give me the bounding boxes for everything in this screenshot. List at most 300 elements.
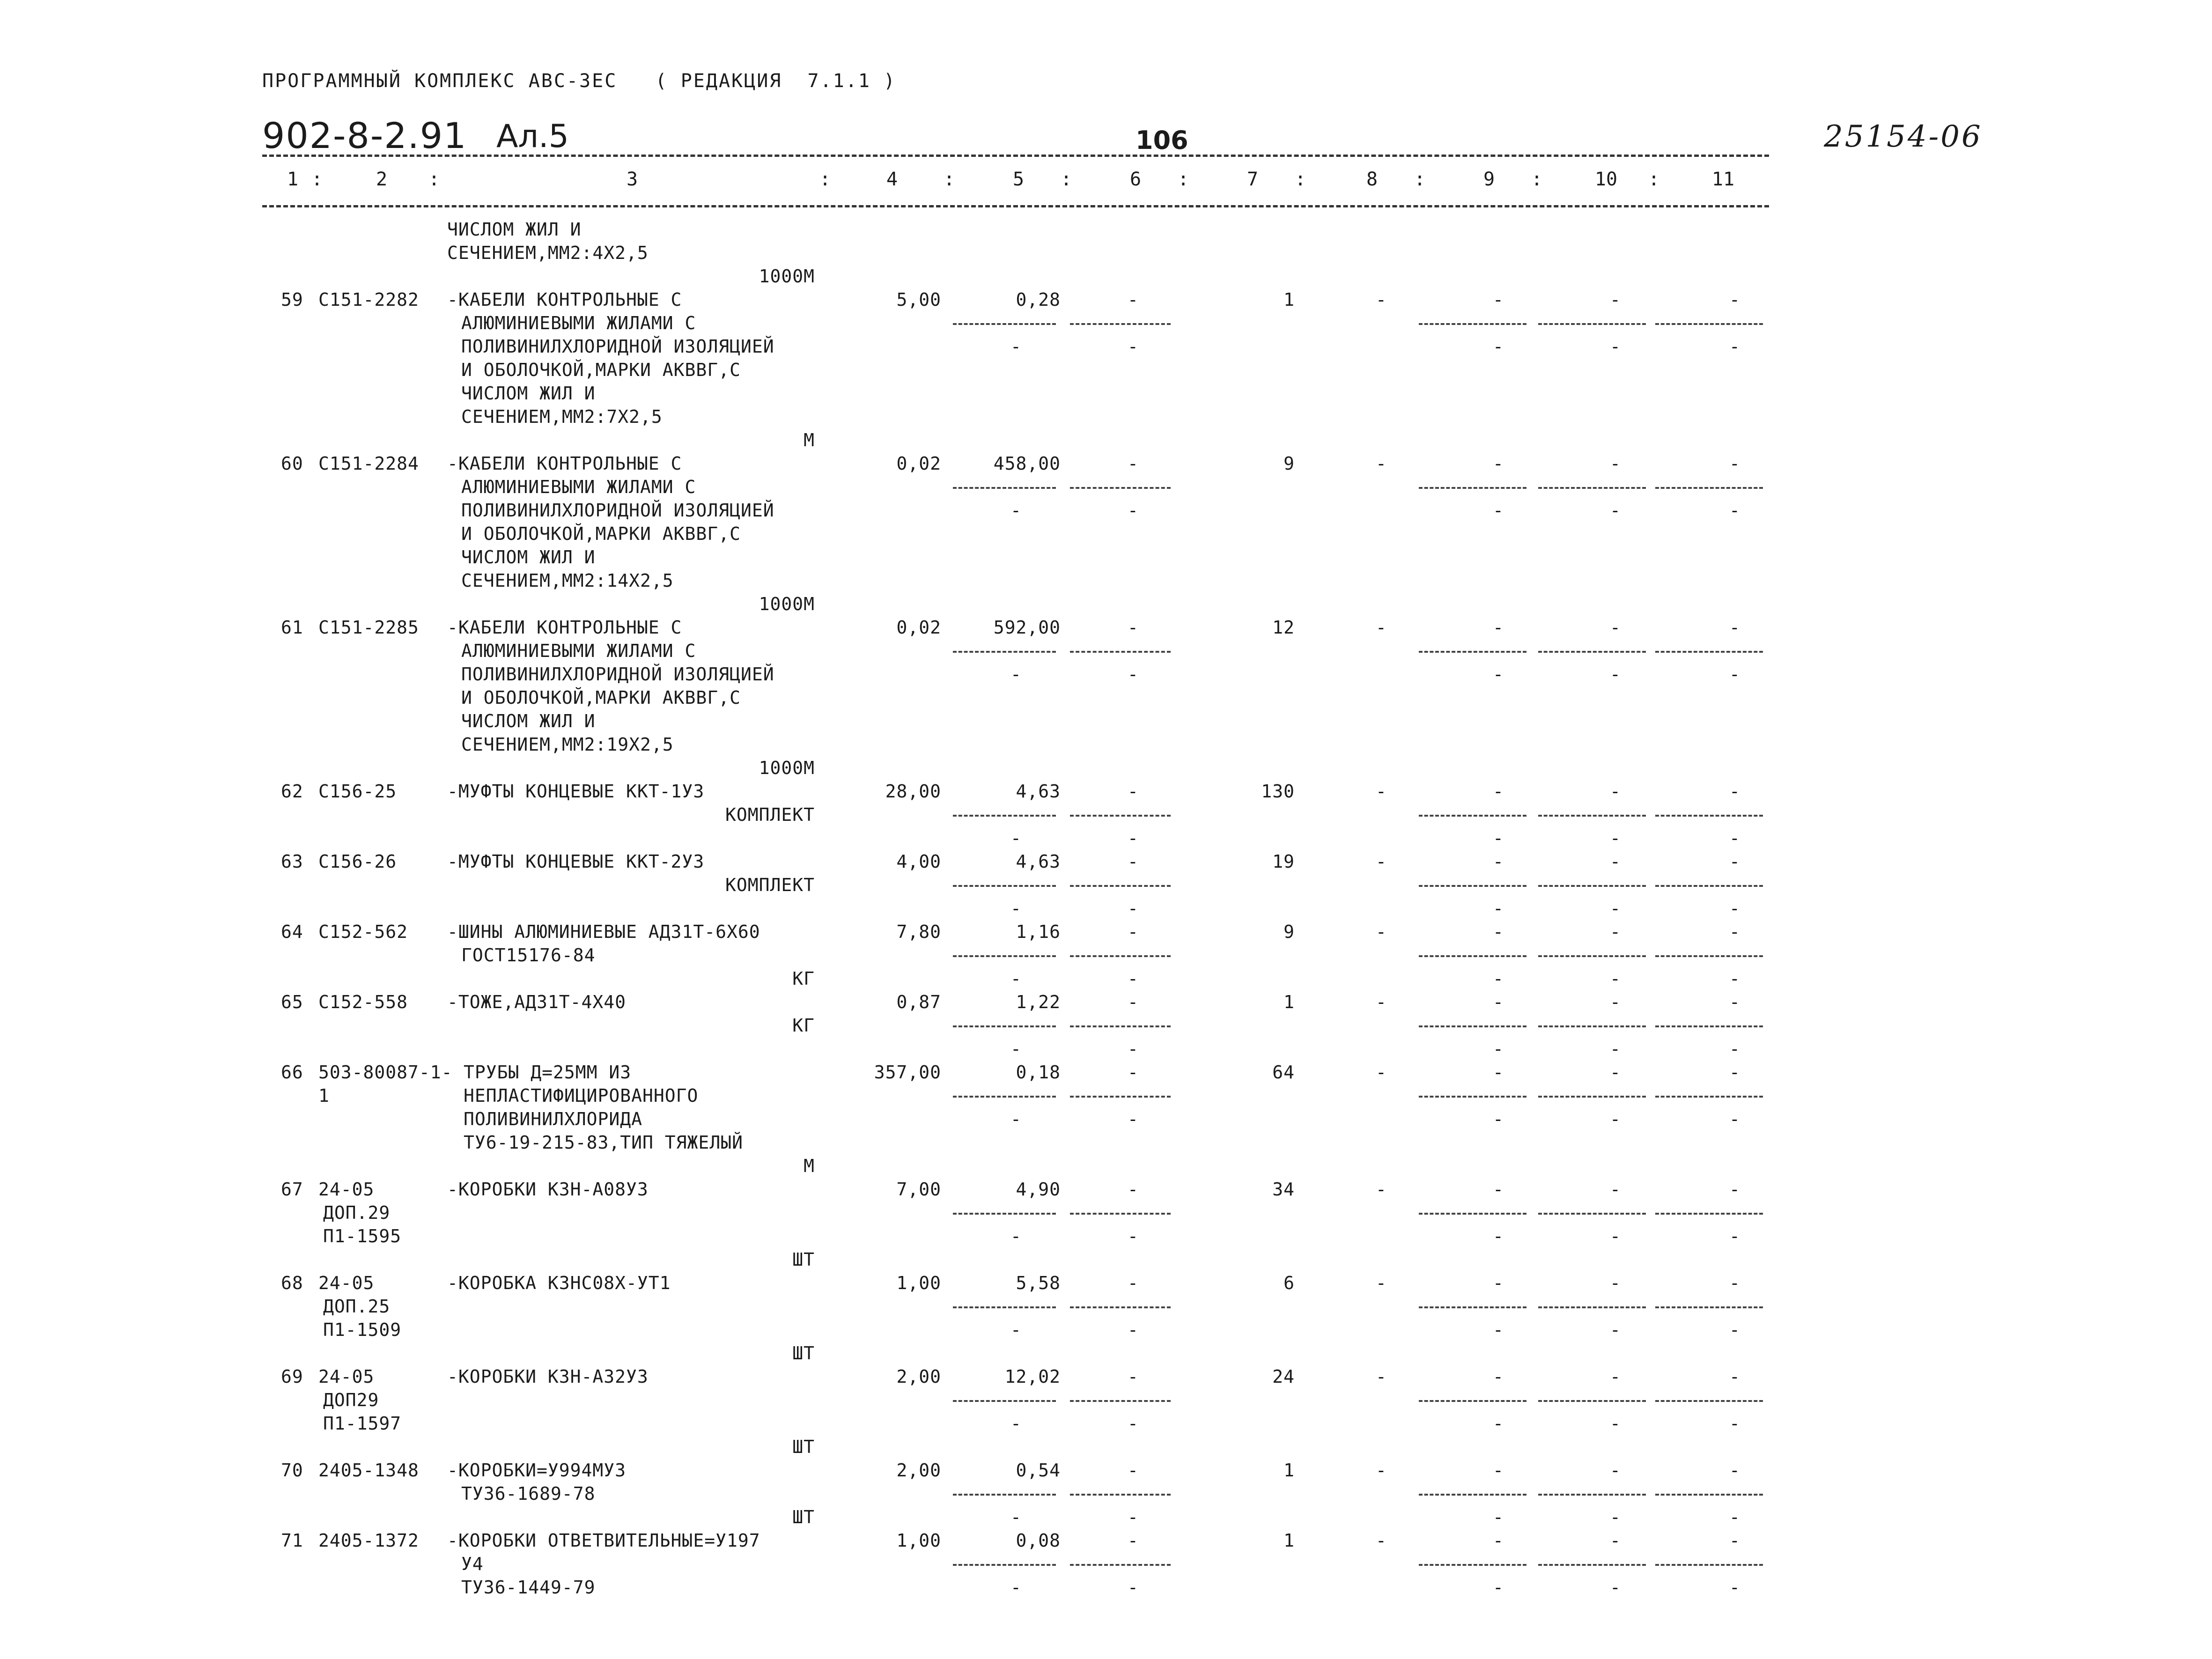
- item-code-line: П1-1509: [323, 1320, 402, 1340]
- description-line: -КОРОБКИ КЗН-А32У3: [447, 1366, 649, 1387]
- value-col6: -: [1128, 289, 1139, 310]
- item-code: 24-05: [318, 1366, 375, 1387]
- description-line: -КАБЕЛИ КОНТРОЛЬНЫЕ С: [447, 617, 682, 638]
- description-line: -КОРОБКА КЗНС08Х-УТ1: [447, 1273, 671, 1293]
- value-col10: -: [1610, 922, 1621, 942]
- row-number: 69: [281, 1366, 303, 1387]
- split-rule: [1419, 885, 1526, 887]
- unit-of-measure: ШТ: [792, 1343, 815, 1364]
- value-col8: -: [1376, 289, 1387, 310]
- lower-value-col9: -: [1493, 1109, 1504, 1129]
- lower-value-col10: -: [1610, 500, 1621, 521]
- value-col6: -: [1128, 992, 1139, 1012]
- description-line: ТРУБЫ Д=25ММ ИЗ: [464, 1062, 632, 1083]
- item-code-line: 1: [318, 1085, 330, 1106]
- page-number: 106: [1135, 125, 1188, 155]
- lower-value-col10: -: [1610, 336, 1621, 357]
- split-rule: [1655, 1400, 1763, 1402]
- lower-value-col9: -: [1493, 898, 1504, 919]
- unit-price: 5,58: [1016, 1273, 1061, 1293]
- value-col9: -: [1493, 617, 1504, 638]
- description-line: ПОЛИВИНИЛХЛОРИДНОЙ ИЗОЛЯЦИЕЙ: [461, 500, 774, 521]
- lower-value-col6: -: [1128, 1320, 1139, 1340]
- row-number: 66: [281, 1062, 303, 1083]
- split-rule: [1655, 815, 1763, 817]
- unit-of-measure: М: [804, 430, 815, 450]
- split-rule: [953, 323, 1056, 325]
- split-rule: [1538, 323, 1646, 325]
- value-col10: -: [1610, 1179, 1621, 1200]
- lower-value-col10: -: [1610, 828, 1621, 848]
- unit-price: 458,00: [993, 453, 1061, 474]
- split-rule: [1070, 651, 1171, 653]
- unit-of-measure: 1000М: [759, 594, 815, 614]
- split-rule: [953, 487, 1056, 489]
- top-rule: [262, 155, 1769, 157]
- lower-value-col11: -: [1729, 1507, 1740, 1527]
- value-col10: -: [1610, 851, 1621, 872]
- unit-price: 4,63: [1016, 851, 1061, 872]
- program-header: ПРОГРАММНЫЙ КОМПЛЕКС АВС-ЗЕС ( РЕДАКЦИЯ 7.1.1 ): [262, 70, 897, 92]
- lower-value-col6: -: [1128, 664, 1139, 685]
- value-col11: -: [1729, 992, 1740, 1012]
- split-rule: [1419, 1213, 1526, 1215]
- total-col7: 24: [1272, 1366, 1295, 1387]
- split-rule: [953, 955, 1056, 957]
- split-rule: [1538, 815, 1646, 817]
- split-rule: [1419, 1306, 1526, 1308]
- split-rule: [1419, 1096, 1526, 1098]
- lower-value-col9: -: [1493, 336, 1504, 357]
- description-line: ГОСТ15176-84: [461, 945, 596, 966]
- unit-of-measure: ШТ: [792, 1507, 815, 1527]
- unit-of-measure: КГ: [792, 968, 815, 989]
- split-rule: [953, 1096, 1056, 1098]
- value-col8: -: [1376, 992, 1387, 1012]
- description-line: АЛЮМИНИЕВЫМИ ЖИЛАМИ С: [461, 641, 696, 661]
- lower-value-col10: -: [1610, 664, 1621, 685]
- value-col10: -: [1610, 1460, 1621, 1481]
- split-rule: [1070, 323, 1171, 325]
- value-col10: -: [1610, 1062, 1621, 1083]
- description-line: -ТОЖЕ,АД31Т-4Х40: [447, 992, 627, 1012]
- unit-price: 0,28: [1016, 289, 1061, 310]
- column-number: 9: [1483, 169, 1495, 190]
- quantity: 7,80: [896, 922, 941, 942]
- lower-value-col11: -: [1729, 1226, 1740, 1246]
- total-col7: 64: [1272, 1062, 1295, 1083]
- sheet-code: 902-8-2.91: [262, 115, 467, 156]
- value-col10: -: [1610, 781, 1621, 802]
- description-line: У4: [461, 1554, 484, 1574]
- description-line: -КОРОБКИ ОТВЕТВИТЕЛЬНЫЕ=У197: [447, 1530, 760, 1551]
- split-rule: [1070, 815, 1171, 817]
- value-col9: -: [1493, 781, 1504, 802]
- split-rule: [1538, 487, 1646, 489]
- total-col7: 9: [1283, 922, 1295, 942]
- value-col9: -: [1493, 992, 1504, 1012]
- unit-price: 0,08: [1016, 1530, 1061, 1551]
- value-col8: -: [1376, 1062, 1387, 1083]
- split-rule: [953, 651, 1056, 653]
- unit-price: 0,18: [1016, 1062, 1061, 1083]
- split-rule: [1419, 1400, 1526, 1402]
- lower-value-col6: -: [1128, 1109, 1139, 1129]
- split-rule: [1538, 1494, 1646, 1496]
- column-separator: :: [1648, 169, 1660, 190]
- unit-price: 4,63: [1016, 781, 1061, 802]
- value-col10: -: [1610, 453, 1621, 474]
- lower-value-col9: -: [1493, 828, 1504, 848]
- value-col8: -: [1376, 453, 1387, 474]
- split-rule: [1655, 1096, 1763, 1098]
- quantity: 357,00: [874, 1062, 941, 1083]
- quantity: 1,00: [896, 1273, 941, 1293]
- value-col9: -: [1493, 1530, 1504, 1551]
- lower-value-col11: -: [1729, 968, 1740, 989]
- value-col9: -: [1493, 1273, 1504, 1293]
- value-col11: -: [1729, 1273, 1740, 1293]
- split-rule: [1655, 955, 1763, 957]
- lower-value-col6: -: [1128, 500, 1139, 521]
- split-rule: [1419, 815, 1526, 817]
- item-code-line: ДОП.25: [323, 1296, 391, 1317]
- lower-value-col6: -: [1128, 1507, 1139, 1527]
- split-rule: [1655, 487, 1763, 489]
- lower-value-col9: -: [1493, 1577, 1504, 1598]
- description-line: ЧИСЛОМ ЖИЛ И: [461, 547, 596, 568]
- value-col6: -: [1128, 1062, 1139, 1083]
- description-line: И ОБОЛОЧКОЙ,МАРКИ АКВВГ,С: [461, 687, 741, 708]
- total-col7: 19: [1272, 851, 1295, 872]
- row-number: 62: [281, 781, 303, 802]
- split-rule: [953, 1213, 1056, 1215]
- lower-value-col6: -: [1128, 1577, 1139, 1598]
- lower-value-col11: -: [1729, 898, 1740, 919]
- total-col7: 6: [1283, 1273, 1295, 1293]
- description-line: АЛЮМИНИЕВЫМИ ЖИЛАМИ С: [461, 477, 696, 497]
- lower-value-col5: -: [1010, 1226, 1022, 1246]
- column-number: 10: [1594, 169, 1618, 190]
- lower-value-col9: -: [1493, 1320, 1504, 1340]
- column-separator: :: [944, 169, 955, 190]
- row-number: 65: [281, 992, 303, 1012]
- lower-value-col5: -: [1010, 898, 1022, 919]
- column-number: 2: [376, 169, 388, 190]
- lower-value-col5: -: [1010, 1039, 1022, 1059]
- unit-price: 0,54: [1016, 1460, 1061, 1481]
- split-rule: [953, 815, 1056, 817]
- split-rule: [1655, 885, 1763, 887]
- split-rule: [1070, 1096, 1171, 1098]
- lower-value-col11: -: [1729, 1320, 1740, 1340]
- lower-value-col9: -: [1493, 664, 1504, 685]
- total-col7: 1: [1283, 992, 1295, 1012]
- lower-value-col6: -: [1128, 1226, 1139, 1246]
- item-code: С152-558: [318, 992, 408, 1012]
- value-col6: -: [1128, 1530, 1139, 1551]
- split-rule: [953, 1400, 1056, 1402]
- total-col7: 1: [1283, 289, 1295, 310]
- item-code: С151-2285: [318, 617, 419, 638]
- lower-value-col6: -: [1128, 1413, 1139, 1434]
- value-col6: -: [1128, 851, 1139, 872]
- split-rule: [953, 1494, 1056, 1496]
- quantity: 2,00: [896, 1366, 941, 1387]
- split-rule: [1655, 1494, 1763, 1496]
- unit-price: 592,00: [993, 617, 1061, 638]
- value-col10: -: [1610, 289, 1621, 310]
- lower-value-col10: -: [1610, 1320, 1621, 1340]
- item-code-line: ДОП29: [323, 1390, 379, 1410]
- description-line: -МУФТЫ КОНЦЕВЫЕ ККТ-2У3: [447, 851, 705, 872]
- split-rule: [1070, 487, 1171, 489]
- lower-value-col5: -: [1010, 968, 1022, 989]
- description-line: ТУ6-19-215-83,ТИП ТЯЖЕЛЫЙ: [464, 1132, 743, 1153]
- lower-value-col6: -: [1128, 1039, 1139, 1059]
- unit-of-measure: 1000М: [759, 266, 815, 287]
- description-line: СЕЧЕНИЕМ,ММ2:19Х2,5: [461, 734, 674, 755]
- description-line: И ОБОЛОЧКОЙ,МАРКИ АКВВГ,С: [461, 524, 741, 544]
- description-line: НЕПЛАСТИФИЦИРОВАННОГО: [464, 1085, 699, 1106]
- value-col11: -: [1729, 922, 1740, 942]
- split-rule: [1655, 1564, 1763, 1566]
- lower-value-col9: -: [1493, 1507, 1504, 1527]
- item-code: С151-2282: [318, 289, 419, 310]
- value-col9: -: [1493, 1179, 1504, 1200]
- split-rule: [1419, 651, 1526, 653]
- split-rule: [1538, 1306, 1646, 1308]
- column-number: 3: [626, 169, 638, 190]
- unit-of-measure: КОМПЛЕКТ: [725, 875, 815, 895]
- split-rule: [1655, 1213, 1763, 1215]
- split-rule: [1070, 955, 1171, 957]
- split-rule: [1655, 651, 1763, 653]
- lower-value-col10: -: [1610, 898, 1621, 919]
- row-number: 71: [281, 1530, 303, 1551]
- value-col8: -: [1376, 781, 1387, 802]
- row-number: 67: [281, 1179, 303, 1200]
- total-col7: 1: [1283, 1530, 1295, 1551]
- item-code: 2405-1348: [318, 1460, 419, 1481]
- column-number: 7: [1246, 169, 1259, 190]
- description-line: ПОЛИВИНИЛХЛОРИДА: [464, 1109, 643, 1129]
- column-separator: :: [1531, 169, 1543, 190]
- value-col9: -: [1493, 922, 1504, 942]
- value-col6: -: [1128, 1273, 1139, 1293]
- unit-of-measure: ШТ: [792, 1249, 815, 1270]
- value-col8: -: [1376, 1460, 1387, 1481]
- description-line: ПОЛИВИНИЛХЛОРИДНОЙ ИЗОЛЯЦИЕЙ: [461, 664, 774, 685]
- split-rule: [1538, 651, 1646, 653]
- quantity: 1,00: [896, 1530, 941, 1551]
- column-separator: :: [1178, 169, 1189, 190]
- value-col9: -: [1493, 1460, 1504, 1481]
- value-col6: -: [1128, 1366, 1139, 1387]
- lower-value-col10: -: [1610, 1577, 1621, 1598]
- description-line: СЕЧЕНИЕМ,ММ2:4Х2,5: [447, 243, 649, 263]
- total-col7: 12: [1272, 617, 1295, 638]
- split-rule: [1419, 1564, 1526, 1566]
- split-rule: [1070, 1564, 1171, 1566]
- split-rule: [1538, 1213, 1646, 1215]
- lower-value-col9: -: [1493, 500, 1504, 521]
- value-col11: -: [1729, 781, 1740, 802]
- split-rule: [1070, 885, 1171, 887]
- column-number: 4: [886, 169, 898, 190]
- lower-value-col5: -: [1010, 664, 1022, 685]
- item-code: С156-25: [318, 781, 397, 802]
- value-col8: -: [1376, 1273, 1387, 1293]
- row-number: 70: [281, 1460, 303, 1481]
- description-line: ТУ36-1689-78: [461, 1483, 596, 1504]
- value-col6: -: [1128, 922, 1139, 942]
- value-col11: -: [1729, 1179, 1740, 1200]
- description-line: -МУФТЫ КОНЦЕВЫЕ ККТ-1У3: [447, 781, 705, 802]
- split-rule: [1655, 1306, 1763, 1308]
- quantity: 7,00: [896, 1179, 941, 1200]
- split-rule: [1538, 1564, 1646, 1566]
- lower-value-col11: -: [1729, 1413, 1740, 1434]
- lower-value-col9: -: [1493, 1226, 1504, 1246]
- column-number: 6: [1129, 169, 1142, 190]
- lower-value-col10: -: [1610, 1109, 1621, 1129]
- lower-value-col10: -: [1610, 1039, 1621, 1059]
- lower-value-col5: -: [1010, 336, 1022, 357]
- row-number: 63: [281, 851, 303, 872]
- value-col6: -: [1128, 781, 1139, 802]
- item-code: 503-80087-1-: [318, 1062, 453, 1083]
- split-rule: [1419, 955, 1526, 957]
- lower-value-col5: -: [1010, 828, 1022, 848]
- lower-value-col9: -: [1493, 968, 1504, 989]
- value-col10: -: [1610, 992, 1621, 1012]
- split-rule: [1419, 1494, 1526, 1496]
- row-number: 61: [281, 617, 303, 638]
- item-code: С156-26: [318, 851, 397, 872]
- description-line: -КАБЕЛИ КОНТРОЛЬНЫЕ С: [447, 289, 682, 310]
- value-col6: -: [1128, 1179, 1139, 1200]
- lower-value-col11: -: [1729, 664, 1740, 685]
- column-separator: :: [311, 169, 323, 190]
- value-col11: -: [1729, 617, 1740, 638]
- split-rule: [1070, 1400, 1171, 1402]
- quantity: 28,00: [885, 781, 941, 802]
- lower-value-col11: -: [1729, 336, 1740, 357]
- split-rule: [1655, 323, 1763, 325]
- split-rule: [1070, 1025, 1171, 1027]
- quantity: 4,00: [896, 851, 941, 872]
- value-col10: -: [1610, 1273, 1621, 1293]
- quantity: 5,00: [896, 289, 941, 310]
- unit-of-measure: КОМПЛЕКТ: [725, 804, 815, 825]
- split-rule: [953, 1306, 1056, 1308]
- value-col11: -: [1729, 851, 1740, 872]
- row-number: 60: [281, 453, 303, 474]
- value-col6: -: [1128, 453, 1139, 474]
- quantity: 0,02: [896, 453, 941, 474]
- description-line: -КАБЕЛИ КОНТРОЛЬНЫЕ С: [447, 453, 682, 474]
- value-col10: -: [1610, 1366, 1621, 1387]
- value-col8: -: [1376, 1530, 1387, 1551]
- value-col11: -: [1729, 1460, 1740, 1481]
- lower-value-col9: -: [1493, 1039, 1504, 1059]
- lower-value-col11: -: [1729, 828, 1740, 848]
- lower-value-col10: -: [1610, 1507, 1621, 1527]
- lower-value-col6: -: [1128, 968, 1139, 989]
- description-line: ТУ36-1449-79: [461, 1577, 596, 1598]
- lower-value-col5: -: [1010, 1507, 1022, 1527]
- description-line: -КОРОБКИ=У994МУ3: [447, 1460, 627, 1481]
- row-number: 68: [281, 1273, 303, 1293]
- value-col9: -: [1493, 289, 1504, 310]
- column-separator: :: [1414, 169, 1426, 190]
- value-col10: -: [1610, 617, 1621, 638]
- description-line: СЕЧЕНИЕМ,ММ2:14Х2,5: [461, 570, 674, 591]
- split-rule: [1070, 1494, 1171, 1496]
- split-rule: [1070, 1306, 1171, 1308]
- value-col8: -: [1376, 1366, 1387, 1387]
- split-rule: [1419, 487, 1526, 489]
- unit-price: 12,02: [1004, 1366, 1061, 1387]
- value-col6: -: [1128, 617, 1139, 638]
- sheet-album: Ал.5: [496, 118, 569, 155]
- unit-price: 4,90: [1016, 1179, 1061, 1200]
- column-number: 11: [1711, 169, 1735, 190]
- column-number: 8: [1366, 169, 1378, 190]
- total-col7: 34: [1272, 1179, 1295, 1200]
- row-number: 59: [281, 289, 303, 310]
- description-line: ПОЛИВИНИЛХЛОРИДНОЙ ИЗОЛЯЦИЕЙ: [461, 336, 774, 357]
- value-col11: -: [1729, 1530, 1740, 1551]
- row-number: 64: [281, 922, 303, 942]
- description-line: И ОБОЛОЧКОЙ,МАРКИ АКВВГ,С: [461, 360, 741, 380]
- item-code-line: ДОП.29: [323, 1202, 391, 1223]
- split-rule: [1538, 1400, 1646, 1402]
- value-col10: -: [1610, 1530, 1621, 1551]
- description-line: -КОРОБКИ КЗН-А08У3: [447, 1179, 649, 1200]
- lower-value-col11: -: [1729, 1577, 1740, 1598]
- description-line: ЧИСЛОМ ЖИЛ И: [447, 219, 582, 240]
- quantity: 0,02: [896, 617, 941, 638]
- lower-value-col5: -: [1010, 1413, 1022, 1434]
- item-code: С152-562: [318, 922, 408, 942]
- value-col9: -: [1493, 453, 1504, 474]
- split-rule: [1538, 955, 1646, 957]
- unit-of-measure: М: [804, 1156, 815, 1176]
- value-col8: -: [1376, 617, 1387, 638]
- lower-value-col11: -: [1729, 500, 1740, 521]
- unit-price: 1,22: [1016, 992, 1061, 1012]
- description-line: ЧИСЛОМ ЖИЛ И: [461, 383, 596, 404]
- lower-value-col9: -: [1493, 1413, 1504, 1434]
- item-code: С151-2284: [318, 453, 419, 474]
- column-separator: :: [1061, 169, 1072, 190]
- column-separator: :: [1295, 169, 1306, 190]
- item-code: 24-05: [318, 1273, 375, 1293]
- lower-value-col6: -: [1128, 336, 1139, 357]
- value-col8: -: [1376, 1179, 1387, 1200]
- handwritten-stamp-code: 25154-06: [1824, 119, 1983, 154]
- value-col11: -: [1729, 289, 1740, 310]
- value-col6: -: [1128, 1460, 1139, 1481]
- value-col9: -: [1493, 1366, 1504, 1387]
- quantity: 2,00: [896, 1460, 941, 1481]
- item-code-line: П1-1597: [323, 1413, 402, 1434]
- lower-value-col11: -: [1729, 1039, 1740, 1059]
- unit-of-measure: 1000М: [759, 758, 815, 778]
- unit-of-measure: КГ: [792, 1015, 815, 1036]
